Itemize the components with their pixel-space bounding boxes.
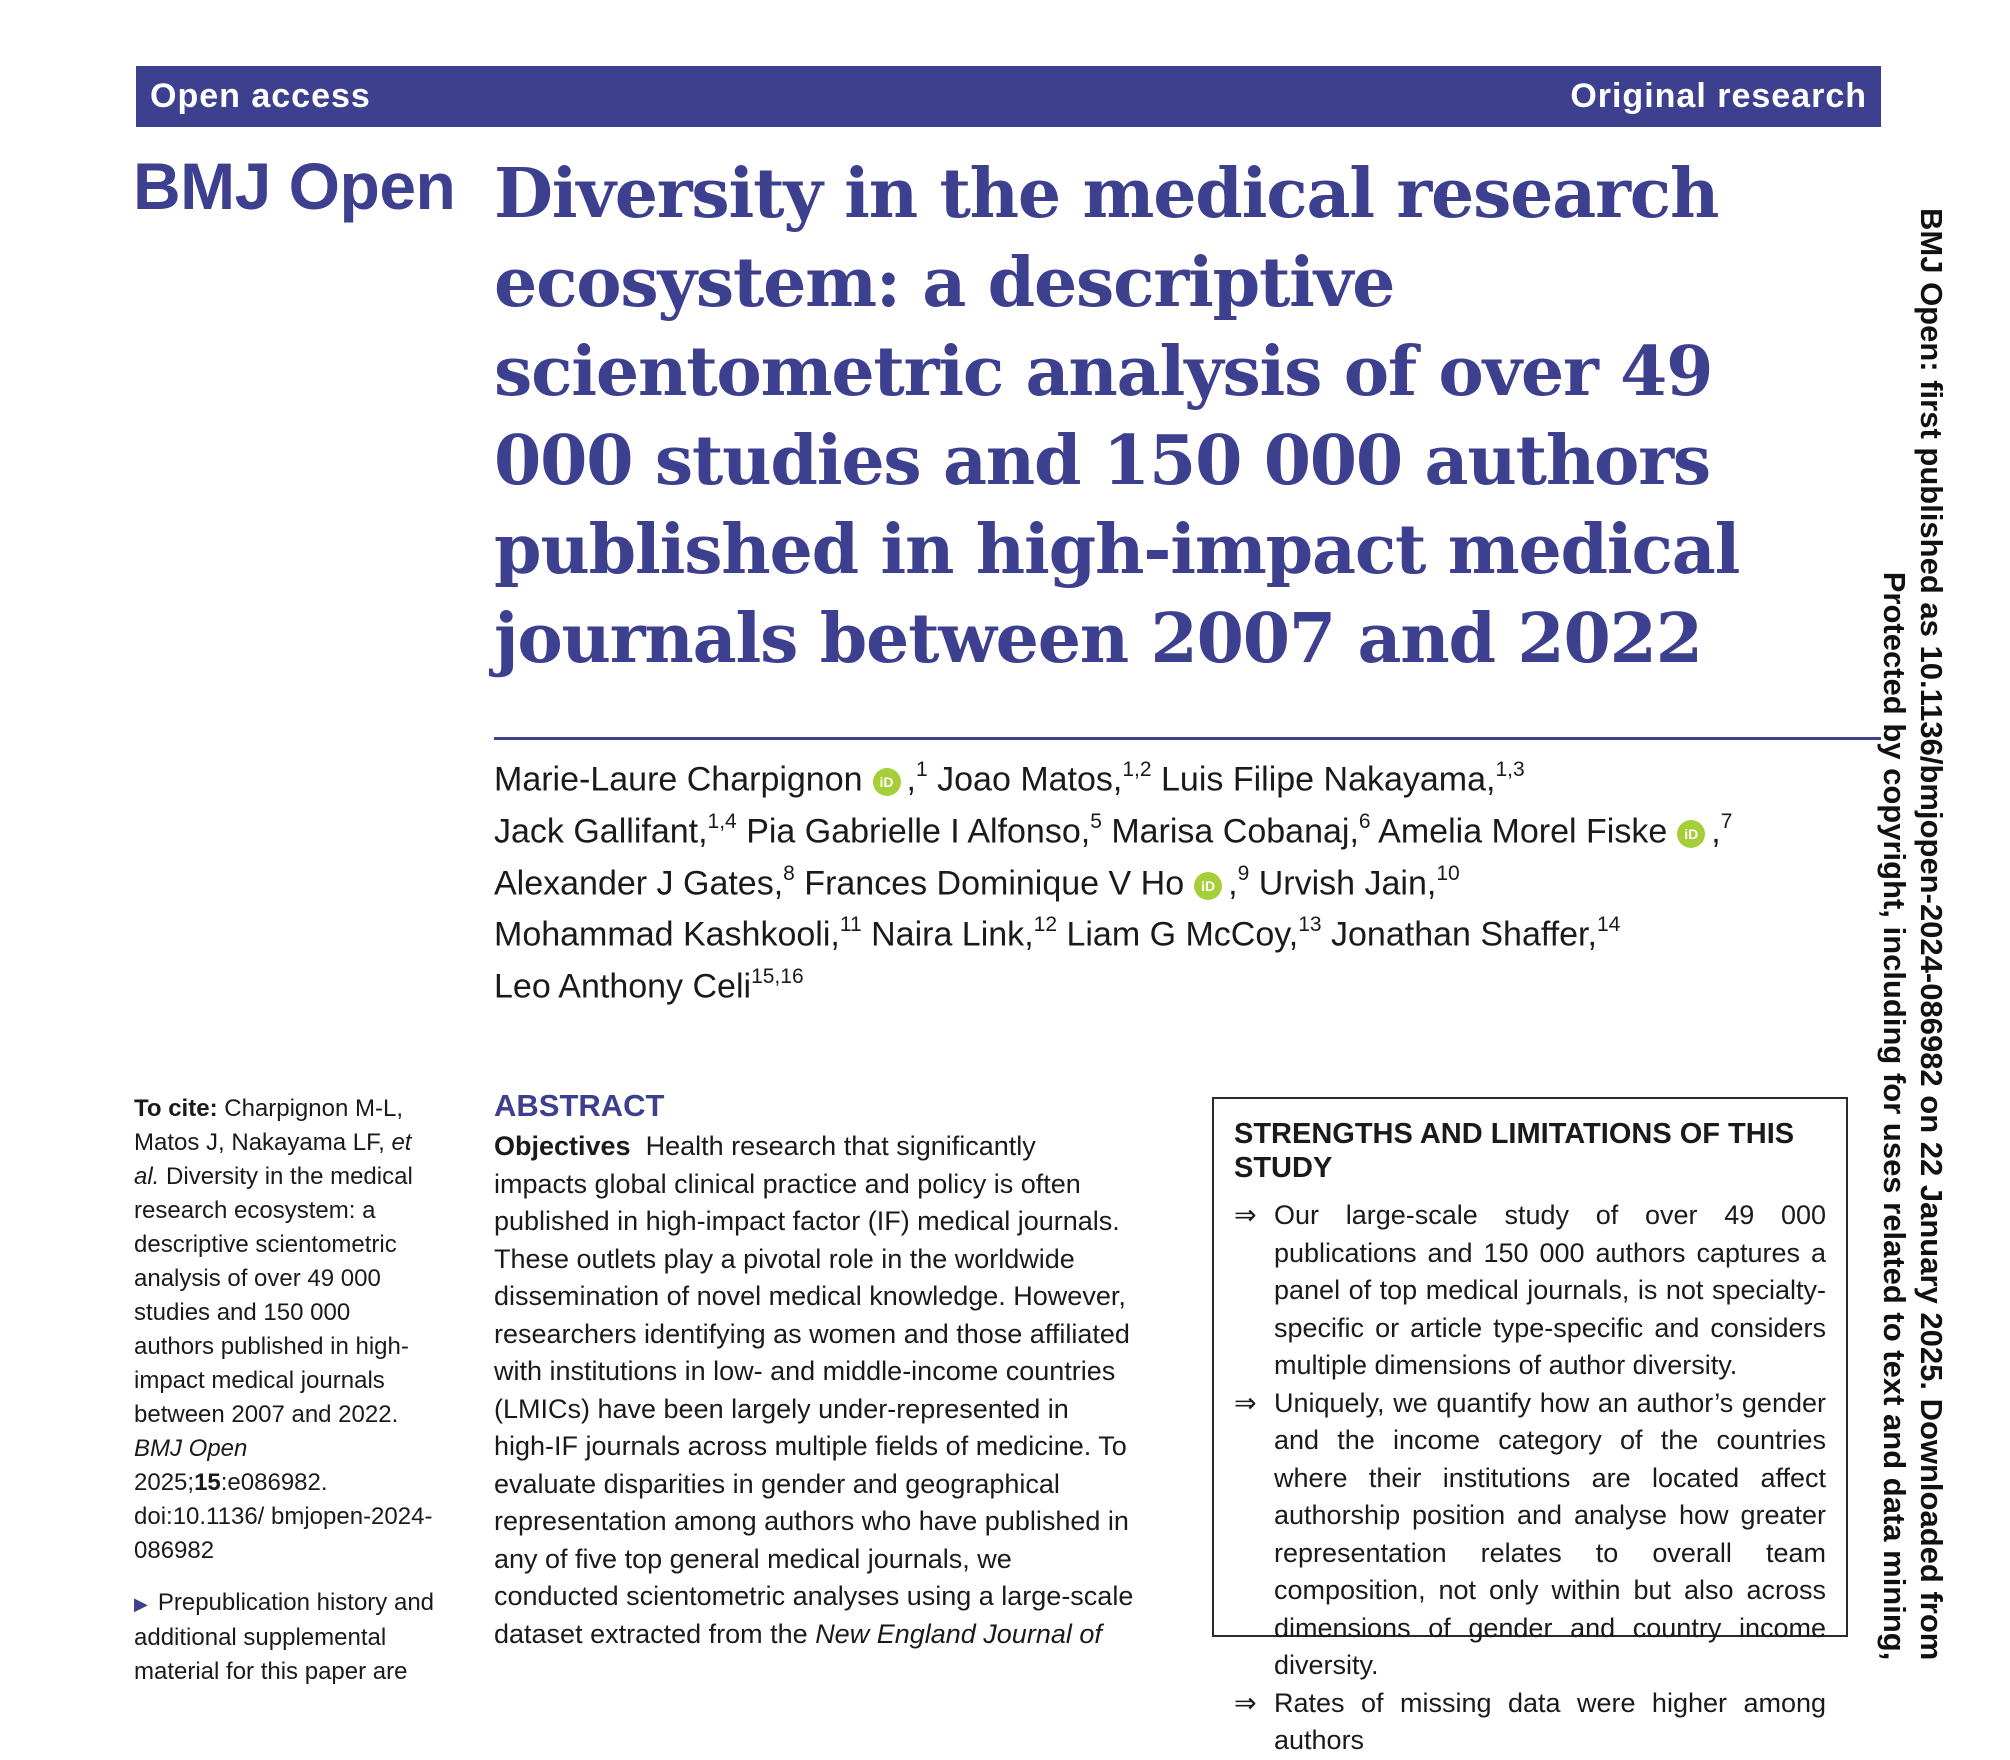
- author-name[interactable]: Marie-Laure Charpignon: [494, 760, 863, 799]
- author-affiliation: 15,16: [751, 965, 804, 989]
- citation-authors: Charpignon M-L, Matos J, Nakayama LF,: [134, 1095, 403, 1156]
- author-name[interactable]: Alexander J Gates: [494, 863, 774, 902]
- author-separator: ,: [1288, 915, 1299, 954]
- strength-point: Uniquely, we quantify how an author’s gender and the income category of the countries where their institutions are located affect authorship position and analyse how greater representation relates to overall team composition, not only within but also across dimensions of gender and country income diversity.: [1274, 1387, 1826, 1680]
- citation-sidebar: [134, 1092, 434, 1689]
- citation-text: Diversity in the medical research ecosystem: a descriptive scientometric analysis of over 49 000 studies and 150 000 authors published in high-impact medical journals between 2007 and 2022.: [134, 1163, 413, 1428]
- author-separator: ,: [1426, 863, 1437, 902]
- strengths-limitations-box: [1212, 1097, 1848, 1755]
- watermark-line-2: Protected by copyright, including for uses related to text and data mining,: [1877, 571, 1912, 1661]
- prepub-text: Prepublication history and additional supplemental material for this paper are: [134, 1589, 435, 1685]
- author-name[interactable]: Jack Gallifant: [494, 812, 699, 851]
- author-separator: ,: [1228, 863, 1238, 902]
- prepub-note[interactable]: [134, 1586, 434, 1689]
- author-name[interactable]: Liam G McCoy: [1066, 915, 1289, 954]
- author-separator: ,: [1024, 915, 1034, 954]
- watermark-line-1: BMJ Open: first published as 10.1136/bmjopen-2024-086982 on 22 January 2025. Downloaded from: [1914, 208, 1949, 1661]
- orcid-icon[interactable]: iD: [1677, 820, 1705, 848]
- author-affiliation: 5: [1090, 809, 1102, 833]
- objectives-label: Objectives: [494, 1131, 631, 1161]
- author-affiliation: 1: [916, 758, 928, 781]
- author-affiliation: 14: [1596, 913, 1621, 937]
- citation-journal: BMJ Open: [134, 1435, 248, 1462]
- title-divider: [494, 737, 1881, 740]
- objectives-journal-name: New England Journal of: [815, 1618, 1102, 1649]
- citation-year: 2025;: [134, 1469, 195, 1496]
- author-name[interactable]: Pia Gabrielle I Alfonso: [746, 812, 1081, 851]
- author-name[interactable]: Amelia Morel Fiske: [1378, 812, 1668, 851]
- author-separator: ,: [1349, 812, 1359, 851]
- article-title: Diversity in the medical research ecosystem: a descriptive scientometric analysis of over 49 000 studies and 150 000 authors published in high-impact medical journals between 2007 and 2022: [494, 154, 1740, 679]
- author-affiliation: 1,2: [1122, 758, 1152, 781]
- author-name[interactable]: Mohammad Kashkooli: [494, 915, 831, 954]
- author-separator: ,: [1112, 760, 1123, 799]
- author-separator: ,: [1486, 760, 1496, 799]
- vertical-watermark: [1876, 208, 1950, 1660]
- strength-point: Rates of missing data were higher among authors: [1274, 1687, 1826, 1755]
- abstract-heading: ABSTRACT: [494, 1088, 665, 1123]
- author-separator: ,: [906, 760, 916, 799]
- strength-point: Our large-scale study of over 49 000 publications and 150 000 authors captures a panel of top medical journals, is not specialty-specific or article type-specific and considers multiple dimensions of author diversity.: [1274, 1200, 1826, 1380]
- author-affiliation: 10: [1436, 861, 1460, 885]
- citation-doi[interactable]: :e086982. doi:10.1136/ bmjopen-2024-086982: [134, 1469, 433, 1564]
- objectives-text: Health research that significantly impacts global clinical practice and policy is often published in high-impact factor (IF) medical journals. These outlets play a pivotal role in the worldwide dissemination of novel medical knowledge. However, researchers identifying as women and those affiliated with institutions in low- and middle-income countries (LMICs) have been largely under-represented in high-IF journals across multiple fields of medicine. To evaluate disparities in gender and geographical representation among authors who have published in any of five top general medical journals, we conducted scientometric analyses using a large-scale dataset extracted from the: [494, 1131, 1134, 1649]
- open-access-label[interactable]: Open access: [150, 77, 371, 115]
- abstract-section: [494, 1088, 1134, 1653]
- article-type-label: Original research: [1570, 77, 1867, 115]
- header-banner: [136, 66, 1881, 127]
- author-separator: ,: [773, 863, 784, 902]
- citation-etal: et al.: [134, 1129, 412, 1190]
- citation-label: To cite:: [134, 1095, 218, 1122]
- implies-arrow-icon: ⇒: [1234, 1200, 1257, 1230]
- author-affiliation: 8: [783, 861, 795, 885]
- journal-logo[interactable]: BMJ Open: [133, 149, 456, 223]
- implies-arrow-icon: ⇒: [1234, 1687, 1257, 1718]
- strengths-heading: STRENGTHS AND LIMITATIONS OF THIS STUDY: [1234, 1118, 1795, 1184]
- author-affiliation: 1,3: [1495, 758, 1525, 781]
- author-affiliation: 13: [1298, 913, 1322, 937]
- orcid-icon[interactable]: iD: [1194, 872, 1222, 900]
- author-name[interactable]: Joao Matos: [937, 760, 1113, 799]
- author-affiliation: 11: [839, 913, 862, 937]
- author-affiliation: 12: [1033, 913, 1057, 937]
- author-name[interactable]: Urvish Jain: [1258, 863, 1427, 902]
- citation-volume: 15: [194, 1469, 221, 1496]
- implies-arrow-icon: ⇒: [1234, 1387, 1257, 1418]
- citation-block: [134, 1092, 434, 1568]
- list-item: [1234, 1685, 1826, 1760]
- author-separator: ,: [698, 812, 708, 851]
- triangle-right-icon: ▶: [134, 1594, 148, 1614]
- author-list: [494, 750, 1884, 1009]
- author-name[interactable]: Marisa Cobanaj: [1111, 812, 1350, 851]
- author-name[interactable]: Naira Link: [871, 915, 1025, 954]
- abstract-objectives: [494, 1128, 1134, 1653]
- author-affiliation: 1,4: [707, 809, 737, 833]
- author-name[interactable]: Frances Dominique V Ho: [804, 863, 1185, 902]
- author-affiliation: 7: [1720, 809, 1733, 833]
- author-separator: ,: [830, 915, 840, 954]
- list-item: [1234, 1385, 1826, 1685]
- author-name[interactable]: Jonathan Shaffer: [1331, 915, 1588, 954]
- author-separator: ,: [1587, 915, 1597, 954]
- author-separator: ,: [1080, 812, 1091, 851]
- author-affiliation: 9: [1237, 861, 1250, 885]
- orcid-icon[interactable]: iD: [873, 768, 901, 796]
- author-name[interactable]: Luis Filipe Nakayama: [1161, 760, 1487, 799]
- author-separator: ,: [1711, 812, 1721, 851]
- author-affiliation: 6: [1358, 809, 1371, 833]
- list-item: [1234, 1197, 1826, 1385]
- author-name[interactable]: Leo Anthony Celi: [494, 967, 752, 1006]
